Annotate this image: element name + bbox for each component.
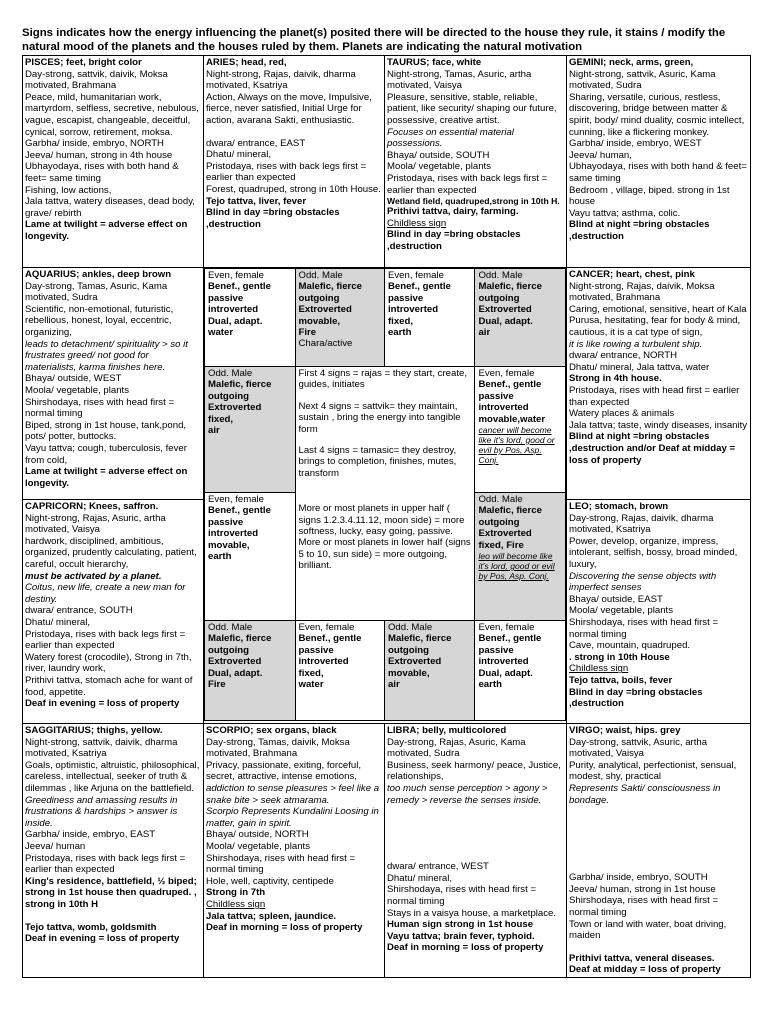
sign-line: Jala tattva; taste, windy diseases, insanity: [569, 419, 748, 431]
sign-line: addiction to sense pleasures > feel like a snake bite > seek atmarama.: [206, 782, 380, 806]
sign-line: Privacy, passionate, exiting, forceful, secret, attractive, intense emotions,: [206, 759, 361, 783]
sign-line: Night-strong, Tamas, Asuric, artha motivated, Vaisya: [387, 68, 532, 92]
center-block: [204, 268, 567, 724]
sign-line: Garbha/ inside, embryo, WEST: [569, 138, 702, 150]
note-last-4: Last 4 signs = tamasic= they destroy, brings to completion, finishes, mutes, transform: [298, 445, 457, 479]
sign-line: Garbha/ inside, embryo, SOUTH: [569, 872, 708, 884]
sign-line: Day-strong, Rajas, Asuric, Kama motivated, Sudra: [387, 736, 526, 760]
sign-line: Vayu tattva; brain fever, typhoid.: [387, 930, 535, 942]
sign-line: Jeeva/ human,: [569, 149, 632, 161]
sign-cell-aquarius: [23, 268, 204, 500]
sign-cell-capricorn: [23, 500, 204, 724]
quality-box: Even, female Benef., gentle passive introverted fixed, water: [295, 621, 384, 721]
sign-line: Day-strong, Tamas, Asuric, Kama motivated, Sudra: [25, 280, 168, 304]
sign-line: Pristodaya, rises with back legs first = earlier than expected: [206, 160, 367, 184]
sign-line: Blind in day =bring obstacles ,destruction: [387, 229, 521, 252]
sign-line: Tejo tattva, liver, fever: [206, 195, 307, 207]
sign-line: too much sense perception > agony > remedy > reverse the senses inside.: [387, 782, 548, 806]
quality-box: Odd. Male Malefic, fierce outgoing Extroverted Dual, adapt. air: [475, 269, 566, 367]
sign-title: CANCER; heart, chest, pink: [569, 269, 695, 280]
quality-box: Even, female Benef., gentle passive introverted Dual, adapt. earth: [475, 621, 566, 721]
sign-line: Bhaya/ outside, WEST: [25, 373, 122, 385]
sign-line: Childless sign: [206, 898, 266, 910]
sign-cell-sagittarius: [23, 724, 204, 978]
quality-box: Odd. Male Malefic, fierce outgoing Extroverted fixed, air: [205, 367, 296, 493]
sign-line: Prithivi tattva, veneral diseases.: [569, 952, 715, 964]
sign-line: Blind in day =bring obstacles ,destruction: [206, 207, 340, 230]
sign-line: Day-strong, sattvik, Asuric, artha motivated, Vaisya: [569, 736, 708, 760]
sign-line: Discovering the sense objects with imperfect senses: [569, 570, 717, 594]
sign-line: Purity, analytical, perfectionist, sensual, modest, shy, practical: [569, 759, 737, 783]
sign-title: VIRGO; waist, hips. grey: [569, 725, 681, 736]
note-next-4: Next 4 signs = sattvik= they maintain, sustain , bring the energy into tangible form: [298, 400, 461, 435]
sign-line: Tejo tattva, womb, goldsmith: [25, 921, 157, 933]
note-first-4: First 4 signs = rajas = they start, create, guides, initiates: [298, 368, 467, 391]
sign-line: Blind at night =bring obstacles ,destruction: [569, 219, 710, 242]
sign-line: Deaf at midday = loss of property: [569, 964, 721, 976]
sign-title: SAGGITARIUS; thighs, yellow.: [25, 725, 163, 736]
sign-line: Moola/ vegetable, plants: [569, 605, 673, 617]
sign-cell-leo: [567, 500, 751, 724]
sign-line: Childless sign: [569, 663, 629, 675]
sign-cell-scorpio: [204, 724, 385, 978]
note-lower-half: More or most planets in lower half (signs 5 to 10, sun side) = more outgoing, brilliant.: [298, 537, 471, 572]
sign-line: Pristodaya, rises with head first = earlier than expected: [569, 384, 740, 408]
sign-line: Caring, emotional, sensitive, heart of Kala Purusa, hesitating, fear for body & mind, cautious, it is a cat type of sign,: [569, 303, 747, 338]
sign-line: Childless sign: [387, 217, 447, 229]
sign-cell-cancer: [567, 268, 751, 500]
sign-line: Cave, mountain, quadruped.: [569, 640, 691, 652]
page-header: Signs indicates how the energy influencing the planet(s) posited there will be directed to the house they rule, it stains / modify the natural mood of the planets and the houses ruled by them. Planets are indicating the natural motivation: [22, 27, 726, 53]
sign-line: Power, develop, organize, impress, intolerant, selfish, bossy, broad minded, luxury,: [569, 535, 738, 570]
sign-line: Scorpio Represents Kundalini Loosing in matter, gain in spirit.: [206, 806, 379, 829]
sign-title: AQUARIUS; ankles, deep brown: [25, 269, 172, 280]
sign-line: Night-strong, Rajas, Asuric, artha motivated, Vaisya: [25, 512, 166, 536]
sign-line: Night-strong, Rajas, daivik, dharma motivated, Ksatriya: [206, 68, 356, 92]
sign-title: PISCES; feet, bright color: [25, 57, 142, 68]
sign-title: TAURUS; face, white: [387, 57, 482, 68]
sign-line: Shirshodaya, rises with head first = normal timing: [387, 884, 537, 907]
sign-line: Bhaya/ outside, SOUTH: [387, 149, 490, 161]
zodiac-grid: [22, 55, 751, 978]
sign-line: hardwork, disciplined, ambitious, organized, prudently calculating, patient, careful, occult hierarchy,: [25, 535, 197, 570]
sign-line: Moola/ vegetable, plants: [206, 840, 310, 852]
sign-title: LIBRA; belly, multicolored: [387, 725, 507, 736]
sign-line: Pleasure, sensitive, stable, reliable, patient, like security/ shaping our future, possessive, creative artist.: [387, 91, 557, 126]
sign-line: Shirshodaya, rises with head first = normal timing: [569, 895, 719, 918]
quality-box: Even, female Benef., gentle passive introverted Dual, adapt. water: [205, 269, 296, 367]
sign-line: Greediness and amassing results in frustrations & hardships > answer is inside.: [25, 794, 178, 829]
sign-line: Pristodaya, rises with back legs first = earlier than expected: [25, 628, 186, 652]
sign-line: Watery forest (crocodile), Strong in 7th, river, laundry work,: [25, 651, 192, 675]
sign-line: Day-strong, sattvik, daivik, Moksa motivated, Brahmana: [25, 68, 168, 92]
quality-box: Even, female Benef., gentle passive introverted movable, earth: [205, 493, 296, 621]
quality-box: Even, female Benef., gentle passive introverted fixed, earth: [384, 269, 475, 367]
quality-box: Odd. Male Malefic, fierce outgoing Extroverted movable, air: [384, 621, 475, 721]
sign-cell-taurus: [385, 56, 567, 268]
sign-cell-aries: [204, 56, 385, 268]
sign-line: Jala tattva; spleen, jaundice.: [206, 910, 337, 922]
sign-line: Jala tattva, watery diseases, dead body, grave/ rebirth: [25, 196, 195, 219]
sign-title: ARIES; head, red,: [206, 57, 287, 68]
quality-box: Even, female Benef., gentle passive introverted movable,water cancer will become like it's lord, good or evil by Pos, Asp. Conj.: [475, 367, 566, 493]
sign-line: Day-strong, Rajas, daivik, dharma motivated, Ksatriya: [569, 512, 714, 536]
sign-line: it is like rowing a turbulent ship.: [569, 338, 703, 350]
sign-cell-gemini: [567, 56, 751, 268]
sign-line: Sharing, versatile, curious, restless, discovering, bridge between matter & spirit, body/ mind duality, cosmic intellect, cunning, like a flickering monkey.: [569, 91, 745, 138]
sign-line: Dhatu/ mineral,: [387, 872, 453, 884]
sign-line: Shirshodaya, rises with head first = normal timing: [206, 852, 356, 876]
sign-line: Coitus, new life, create a new man for destiny.: [25, 582, 186, 605]
sign-line: Vayu tattva; asthma, colic.: [569, 207, 681, 219]
sign-line: Jeeva/ human, strong in 4th house: [25, 149, 173, 161]
sign-line: Watery places & animals: [569, 408, 675, 420]
sign-line: Ubhayodaya, rises with both hand & feet= same timing: [25, 161, 179, 184]
sign-line: Dhatu/ mineral,: [206, 149, 272, 161]
sign-line: Dhatu/ mineral,: [25, 616, 91, 628]
sign-line: Garbha/ inside, embryo, EAST: [25, 829, 156, 841]
quality-grid: [204, 268, 566, 721]
sign-line: Bedroom , village, biped. strong in 1st house: [569, 184, 730, 208]
sign-line: Focuses on essential material possessions.: [387, 126, 514, 150]
sign-line: Action, Always on the move, Impulsive, fierce, never satisfied, Initial Urge for action, avarana Sakti, enthusiastic.: [206, 91, 372, 126]
sign-line: Day-strong, Tamas, daivik, Moksa motivated, Brahmana: [206, 736, 350, 760]
sign-line: dwara/ entrance, NORTH: [569, 350, 678, 362]
sign-line: Bhaya/ outside, NORTH: [206, 829, 309, 841]
sign-line: Garbha/ inside, embryo, NORTH: [25, 138, 164, 150]
sign-line: Wetland field, quadruped,strong in 10th H.: [387, 196, 560, 207]
sign-cell-libra: [385, 724, 567, 978]
quality-box: Odd. Male Malefic, fierce outgoing Extroverted movable, Fire Chara/active: [295, 269, 384, 367]
sign-line: Deaf in morning = loss of property: [206, 922, 363, 934]
sign-line: Lame at twilight = adverse effect on longevity.: [25, 219, 188, 242]
sign-line: Business, seek harmony/ peace, Justice, relationships,: [387, 759, 561, 783]
note-upper-half: More or most planets in upper half ( signs 1.2.3.4.11.12, moon side) = more softness, lucky, easy going, passive.: [298, 503, 465, 538]
sign-line: Jeeva/ human, strong in 1st house: [569, 883, 716, 895]
sign-line: Human sign strong in 1st house: [387, 919, 534, 931]
quality-box: Odd. Male Malefic, fierce outgoing Extroverted fixed, Fire leo will become like it's lord, good or evil by Pos, Asp. Conj.: [475, 493, 566, 621]
sign-notes: [295, 367, 475, 621]
sign-line: dwara/ entrance, EAST: [206, 137, 306, 149]
sign-line: Shirshodaya, rises with head first = normal timing: [569, 616, 719, 640]
sign-line: dwara/ entrance, SOUTH: [25, 605, 133, 617]
sign-line: Vayu tattva; cough, tuberculosis, fever from cold,: [25, 442, 187, 466]
sign-line: Strong in 4th house.: [569, 373, 662, 385]
sign-line: Deaf in evening = loss of property: [25, 698, 180, 710]
sign-line: Stays in a vaisya house, a marketplace.: [387, 907, 557, 919]
sign-line: . strong in 10th House: [569, 651, 670, 663]
sign-line: Peace, mild, humanitarian work, martyrdom, selfless, secretive, nebulous, vague, escapist, changeable, deceitful, cynical, sorrow, retirement, moksa.: [25, 91, 199, 138]
sign-line: Night-strong, sattvik, daivik, dharma motivated, Ksatriya: [25, 736, 178, 760]
sign-line: Strong in 7th: [206, 887, 266, 899]
sign-line: Moola/ vegetable, plants: [25, 384, 129, 396]
sign-line: Night-strong, Rajas, daivik, Moksa motivated, Brahmana: [569, 280, 715, 304]
sign-line: Blind in day =bring obstacles ,destruction: [569, 686, 703, 710]
sign-line: Bhaya/ outside, EAST: [569, 593, 663, 605]
sign-line: leads to detachment/ spirituality > so it frustrates greed/ not good for materialists, karma finishes here.: [25, 338, 188, 373]
sign-title: LEO; stomach, brown: [569, 501, 669, 512]
sign-line: Town or land with water, boat driving, maiden: [569, 918, 727, 942]
sign-cell-pisces: [23, 56, 204, 268]
sign-line: Blind at night =bring obstacles ,destruction and/or Deaf at midday = loss of property: [569, 431, 736, 466]
sign-line: Hole, well, captivity, centipede: [206, 875, 334, 887]
sign-line: Moola/ vegetable, plants: [387, 161, 491, 173]
sign-line: Jeeva/ human: [25, 840, 86, 852]
sign-line: Deaf in morning = loss of property: [387, 942, 544, 954]
sign-line: Deaf in evening = loss of property: [25, 933, 180, 945]
sign-cell-virgo: [567, 724, 751, 978]
sign-line: Represents Sakti/ consciousness in bondage.: [569, 782, 721, 806]
sign-line: Night-strong, sattvik, Asuric, Kama motivated, Sudra: [569, 68, 716, 92]
sign-line: Lame at twilight = adverse effect on longevity.: [25, 466, 188, 489]
sign-line: Fishing, low actions,: [25, 184, 112, 196]
sign-line: Pristodaya, rises with back legs first = earlier than expected: [387, 172, 548, 196]
sign-title: SCORPIO; sex organs, black: [206, 725, 337, 736]
sign-line: Prithivi tattva, stomach ache for want of food, appetite.: [25, 674, 193, 698]
sign-line: Forest, quadruped, strong in 10th House.: [206, 183, 381, 195]
sign-line: Pristodaya, rises with back legs first = earlier than expected: [25, 852, 186, 876]
sign-line: Tejo tattva, boils, fever: [569, 674, 673, 686]
sign-line: Ubhayodaya, rises with both hand & feet= same timing: [569, 161, 747, 184]
sign-line: Scientific, non-emotional, futuristic, rebellious, honest, loyal, eccentric, organizing,: [25, 303, 174, 338]
sign-line: Dhatu/ mineral, Jala tattva, water: [569, 361, 710, 373]
sign-line: King's residence, battlefield, ½ biped; strong in 1st house then quadruped. , strong in 10th H: [25, 875, 197, 910]
sign-line: Shirshodaya, rises with head first = normal timing: [25, 396, 175, 420]
sign-line: Prithivi tattva, dairy, farming.: [387, 206, 519, 218]
sign-line: Goals, optimistic, altruistic, philosophical, careless, intellectual, seeker of truth & dilemmas , like Arjuna on the battlefield.: [25, 759, 200, 794]
quality-box: Odd. Male Malefic, fierce outgoing Extroverted Dual, adapt. Fire: [205, 621, 296, 721]
sign-line: must be activated by a planet.: [25, 570, 162, 582]
sign-line: Biped, strong in 1st house, tank,pond, pots/ potter, buttocks.: [25, 419, 187, 443]
sign-title: CAPRICORN; Knees, saffron.: [25, 501, 159, 512]
sign-line: dwara/ entrance, WEST: [387, 861, 489, 873]
sign-title: GEMINI; neck, arms, green,: [569, 57, 694, 68]
